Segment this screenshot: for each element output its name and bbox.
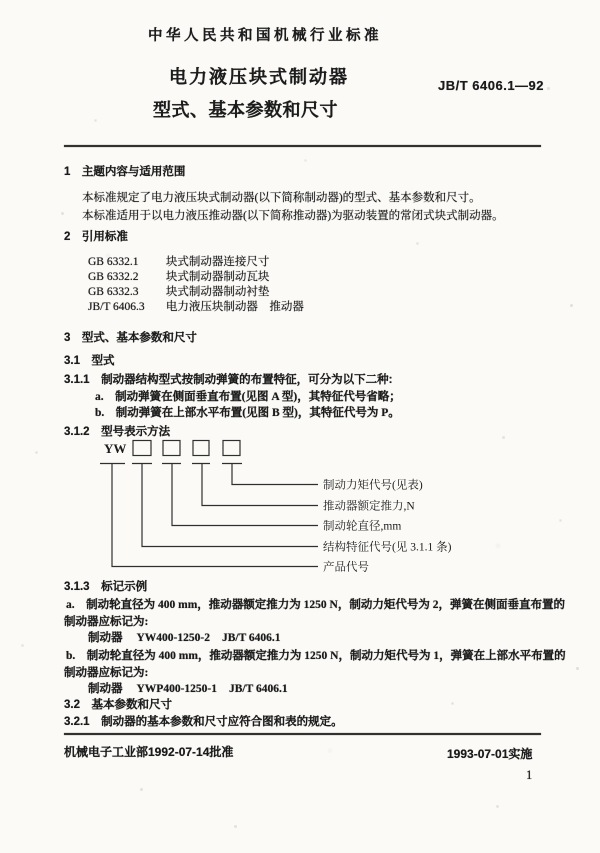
model-box-3 — [193, 441, 209, 456]
leader-line-product-code — [112, 464, 318, 567]
section-3-1-1-text: 3.1.1 制动器结构型式按制动弹簧的布置特征，可分为以下二种: — [64, 374, 393, 386]
designation-product: 制动器 — [88, 683, 123, 695]
example-a-description: a. 制动轮直径为 400 mm，推动器额定推力为 1250 N，制动力矩代号为 2，弹簧在侧面垂直布置的 — [66, 599, 565, 611]
designation-model: YW400-1250-2 — [136, 632, 210, 644]
standard-number: JB/T 6406.1—92 — [438, 78, 545, 93]
diagram-label-product-code: 产品代号 — [323, 561, 369, 574]
model-designation-diagram — [100, 437, 560, 583]
example-b-designation — [88, 682, 288, 696]
example-a-continuation: 制动器应标记为: — [64, 616, 149, 628]
reference-code: GB 6332.3 — [88, 286, 139, 298]
diagram-label-thrust: 推动器额定推力,N — [323, 500, 415, 513]
reference-row — [88, 255, 269, 269]
reference-row — [88, 270, 269, 284]
section-3-heading: 3 型式、基本参数和尺寸 — [64, 332, 197, 344]
footer-rule — [64, 733, 541, 735]
example-b-continuation: 制动器应标记为: — [64, 667, 149, 679]
section-1-heading: 1 主题内容与适用范围 — [64, 166, 186, 178]
model-box-4 — [223, 441, 240, 456]
scope-paragraph-1: 本标准规定了电力液压块式制动器(以下简称制动器)的型式、基本参数和尺寸。 — [82, 192, 481, 204]
scope-paragraph-2: 本标准适用于以电力液压推动器(以下简称推动器)为驱动装置的常闭式块式制动器。 — [82, 210, 504, 222]
section-2-heading: 2 引用标准 — [64, 231, 128, 243]
page-number: 1 — [526, 768, 533, 782]
reference-title: 块式制动器连接尺寸 — [165, 256, 270, 268]
example-b-description: b. 制动轮直径为 400 mm，推动器额定推力为 1250 N，制动力矩代号为 1，弹簧在上部水平布置的 — [66, 650, 566, 662]
designation-standard: JB/T 6406.1 — [221, 632, 281, 644]
leader-line-wheel-diameter — [172, 464, 318, 526]
diagram-label-torque-code: 制动力矩代号(见表) — [323, 479, 423, 492]
section-3-1-heading: 3.1 型式 — [64, 355, 115, 367]
approval-notice: 机械电子工业部1992-07-14批准 — [64, 745, 234, 759]
reference-code: JB/T 6406.3 — [88, 301, 145, 313]
model-box-2 — [163, 441, 180, 456]
reference-code: GB 6332.2 — [88, 271, 139, 283]
model-box-1 — [133, 441, 151, 456]
reference-title: 块式制动器制动衬垫 — [165, 286, 270, 298]
reference-code: GB 6332.1 — [88, 256, 139, 268]
section-3-1-3-heading: 3.1.3 标记示例 — [64, 581, 148, 593]
document-title-line2: 型式、基本参数和尺寸 — [153, 100, 338, 120]
section-3-1-2-heading: 3.1.2 型号表示方法 — [64, 426, 171, 438]
diagram-label-wheel-diameter: 制动轮直径,mm — [323, 520, 402, 533]
leader-line-torque-code — [232, 464, 318, 485]
reference-row — [88, 285, 269, 299]
scan-noise — [0, 0, 1, 1]
reference-row — [88, 300, 304, 314]
type-item-b: b. 制动弹簧在上部水平布置(见图 B 型)，其特征代号为 P。 — [95, 407, 400, 419]
example-a-designation — [88, 631, 281, 645]
type-item-a: a. 制动弹簧在侧面垂直布置(见图 A 型)，其特征代号省略； — [95, 391, 401, 403]
section-3-2-1-text: 3.2.1 制动器的基本参数和尺寸应符合图和表的规定。 — [64, 716, 343, 728]
designation-model: YWP400-1250-1 — [136, 683, 217, 695]
reference-title: 电力液压块制动器 推动器 — [165, 301, 304, 313]
section-3-2-heading: 3.2 基本参数和尺寸 — [64, 699, 172, 711]
standard-class-title: 中华人民共和国机械行业标准 — [148, 28, 382, 44]
designation-product: 制动器 — [88, 632, 123, 644]
reference-title: 块式制动器制动瓦块 — [165, 271, 270, 283]
designation-standard: JB/T 6406.1 — [229, 683, 288, 695]
diagram-label-structure-code: 结构特征代号(见 3.1.1 条) — [323, 541, 452, 554]
model-prefix: YW — [104, 441, 127, 456]
implementation-notice: 1993-07-01实施 — [447, 747, 533, 761]
header-rule — [64, 145, 541, 147]
document-title-line1: 电力液压块式制动器 — [169, 67, 349, 87]
